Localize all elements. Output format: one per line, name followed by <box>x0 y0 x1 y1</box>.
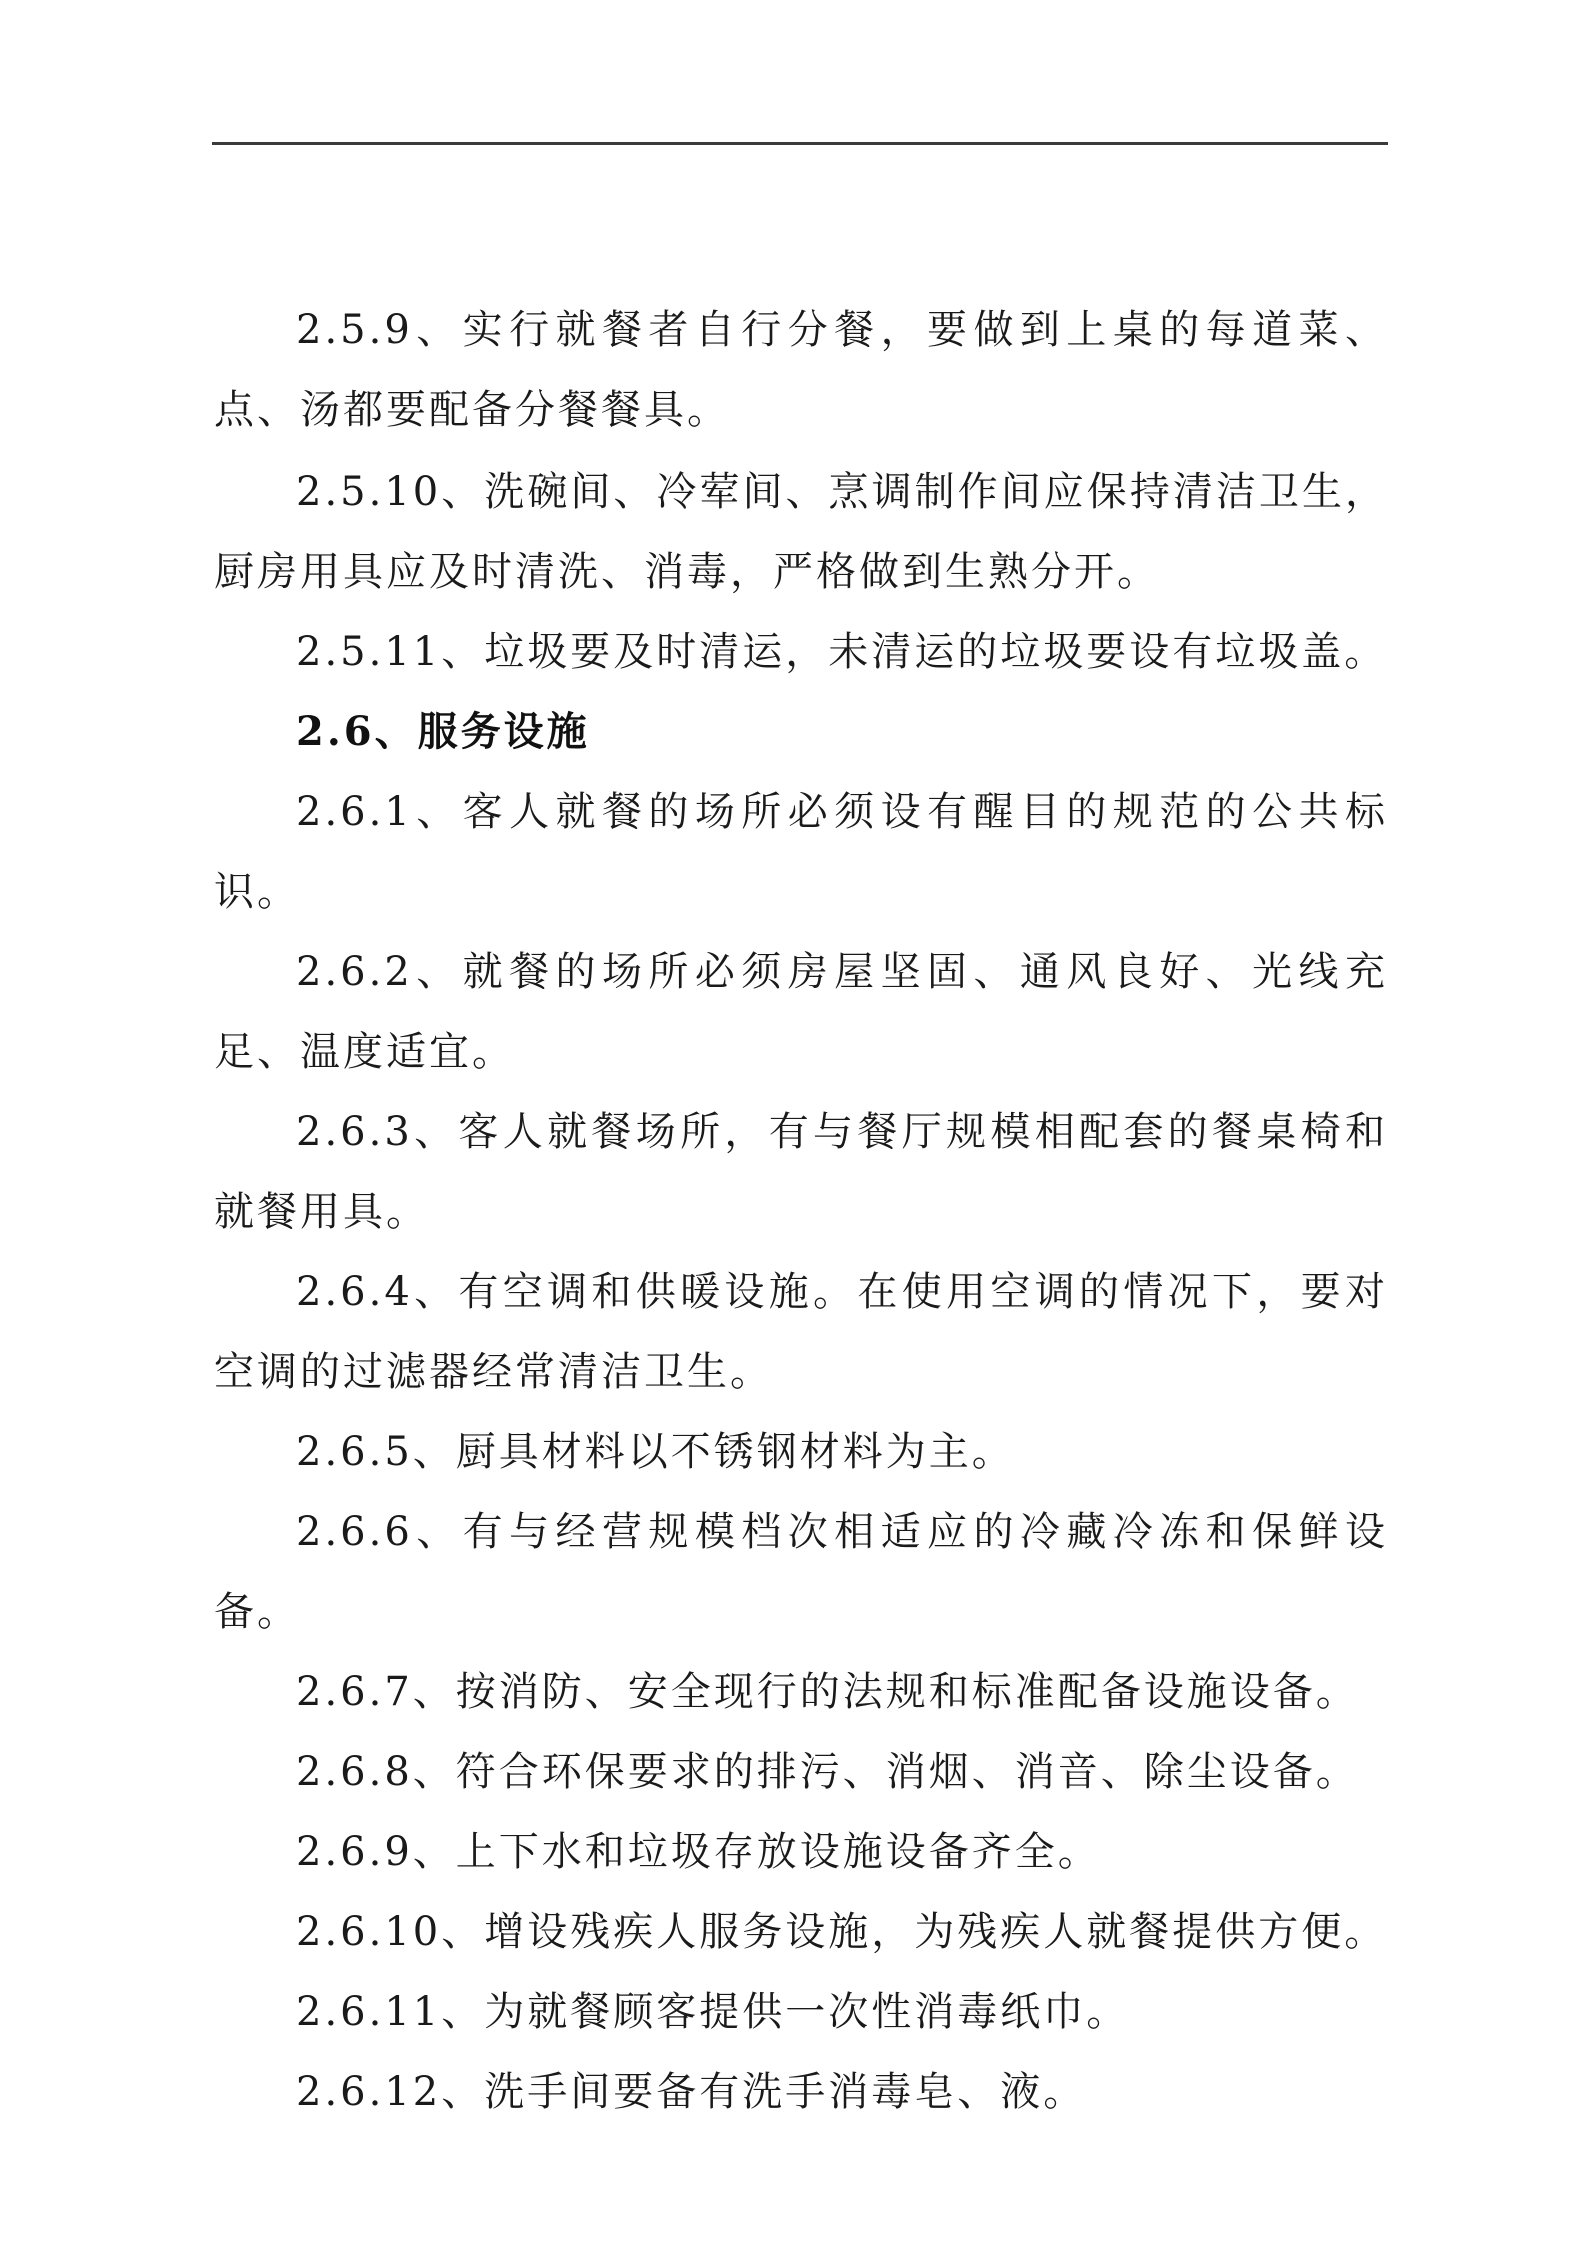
paragraph-2-6-10: 2.6.10、增设残疾人服务设施，为残疾人就餐提供方便。 <box>296 1909 1388 1955</box>
paragraph-2-6-1: 2.6.1、客人就餐的场所必须设有醒目的规范的公共标识。 <box>214 789 1388 915</box>
paragraph-2-6-3: 2.6.3、客人就餐场所，有与餐厅规模相配套的餐桌椅和就餐用具。 <box>214 1109 1388 1235</box>
paragraph-2-6-8: 2.6.8、符合环保要求的排污、消烟、消音、除尘设备。 <box>296 1749 1359 1795</box>
paragraph-2-6-4: 2.6.4、有空调和供暖设施。在使用空调的情况下，要对空调的过滤器经常清洁卫生。 <box>214 1269 1388 1395</box>
paragraph-2-6-2: 2.6.2、就餐的场所必须房屋坚固、通风良好、光线充足、温度适宜。 <box>214 949 1388 1075</box>
header-rule <box>212 142 1388 145</box>
paragraph-2-6-9: 2.6.9、上下水和垃圾存放设施设备齐全。 <box>296 1829 1101 1875</box>
paragraph-2-6-5: 2.6.5、厨具材料以不锈钢材料为主。 <box>296 1429 1015 1475</box>
paragraph-2-6-6: 2.6.6、有与经营规模档次相适应的冷藏冷冻和保鲜设备。 <box>214 1509 1388 1635</box>
paragraph-2-6-7: 2.6.7、按消防、安全现行的法规和标准配备设施设备。 <box>296 1669 1359 1715</box>
paragraph-2-6-11: 2.6.11、为就餐顾客提供一次性消毒纸巾。 <box>296 1989 1130 2035</box>
document-body <box>214 290 1388 2132</box>
paragraph-2-5-9: 2.5.9、实行就餐者自行分餐，要做到上桌的每道菜、点、汤都要配备分餐餐具。 <box>214 307 1388 433</box>
section-heading-2-6: 2.6、服务设施 <box>296 708 590 755</box>
paragraph-2-6-12: 2.6.12、洗手间要备有洗手消毒皂、液。 <box>296 2069 1087 2115</box>
paragraph-2-5-11: 2.5.11、垃圾要及时清运，未清运的垃圾要设有垃圾盖。 <box>296 629 1388 675</box>
paragraph-2-5-10: 2.5.10、洗碗间、冷荤间、烹调制作间应保持清洁卫生，厨房用具应及时清洗、消毒，严格做到生熟分开。 <box>214 469 1388 595</box>
